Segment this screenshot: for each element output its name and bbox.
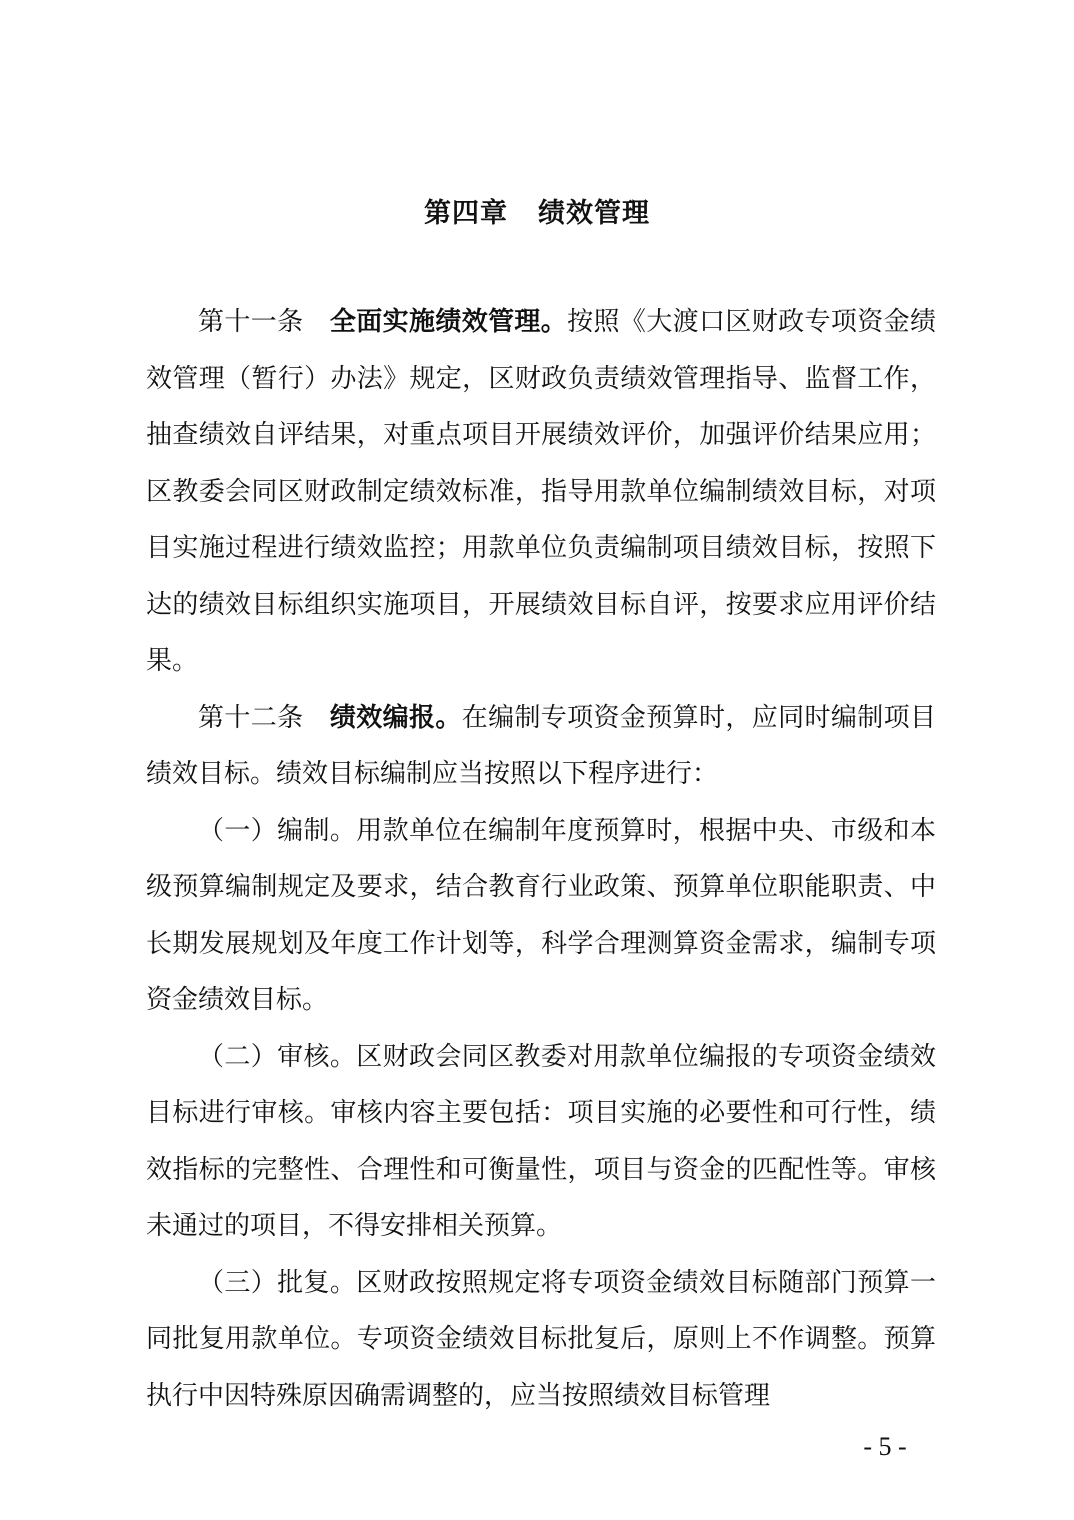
item-text: 区财政按照规定将专项资金绩效目标随部门预算一同批复用款单位。专项资金绩效目标批复后，原则上不作调整。预算执行中因特殊原因确需调整的，应当按照绩效目标管理: [146, 1267, 936, 1411]
item-heading: （三）批复。: [198, 1267, 357, 1298]
article-heading: 全面实施绩效管理。: [329, 307, 568, 337]
document-body: [146, 294, 936, 1424]
item-2-review: [146, 1029, 936, 1255]
item-heading: （一）编制。: [198, 815, 357, 846]
item-heading: （二）审核。: [198, 1041, 357, 1072]
article-label: 第十一条: [198, 307, 304, 337]
item-text: 区财政会同区教委对用款单位编报的专项资金绩效目标进行审核。审核内容主要包括：项目实施的必要性和可行性，绩效指标的完整性、合理性和可衡量性，项目与资金的匹配性等。审核未通过的项目，不得安排相关预算。: [146, 1041, 936, 1241]
page-number: - 5 -: [863, 1432, 907, 1461]
chapter-name: 绩效管理: [538, 198, 650, 229]
chapter-title: [0, 192, 1074, 236]
chapter-number: 第四章: [424, 198, 508, 229]
article-12: [146, 690, 936, 803]
item-3-approve: [146, 1255, 936, 1425]
item-text: 用款单位在编制年度预算时，根据中央、市级和本级预算编制规定及要求，结合教育行业政策、预算单位职能职责、中长期发展规划及年度工作计划等，科学合理测算资金需求，编制专项资金绩效目标。: [146, 815, 936, 1015]
item-1-compile: [146, 803, 936, 1029]
article-text: 在编制专项资金预算时，应同时编制项目绩效目标。绩效目标编制应当按照以下程序进行：: [146, 702, 936, 789]
article-label: 第十二条: [198, 702, 304, 733]
article-text: 按照《大渡口区财政专项资金绩效管理（暂行）办法》规定，区财政负责绩效管理指导、监督工作，抽查绩效自评结果，对重点项目开展绩效评价，加强评价结果应用；区教委会同区财政制定绩效标准，指导用款单位编制绩效目标，对项目实施过程进行绩效监控；用款单位负责编制项目绩效目标，按照下达的绩效目标组织实施项目，开展绩效目标自评，按要求应用评价结果。: [146, 307, 936, 676]
article-11: [146, 294, 936, 690]
article-heading: 绩效编报。: [329, 702, 462, 733]
